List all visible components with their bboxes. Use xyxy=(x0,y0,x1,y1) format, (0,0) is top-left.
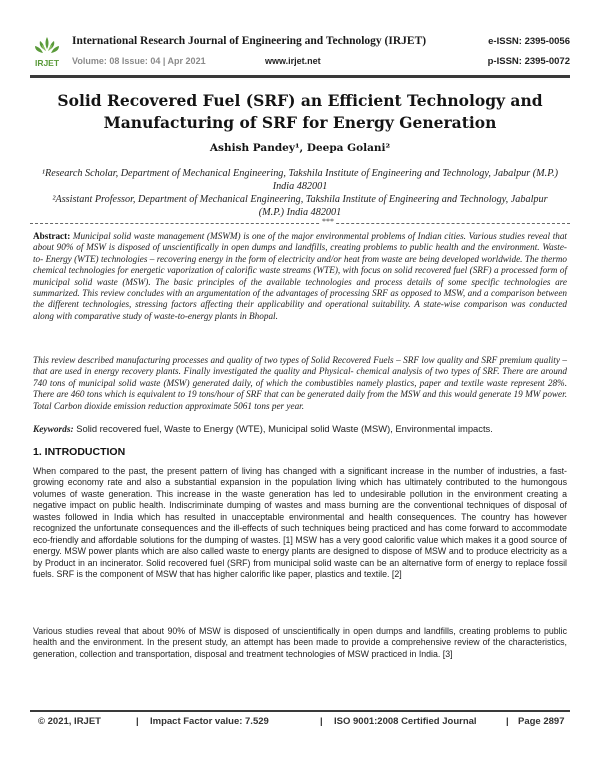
p-issn: p-ISSN: 2395-0072 xyxy=(487,56,570,67)
irjet-logo-icon xyxy=(30,33,64,71)
footer-impact-factor: Impact Factor value: 7.529 xyxy=(150,716,269,727)
author-affiliation-2: ²Assistant Professor, Department of Mechanical Engineering, Takshila Institute of Engineering and Technology, Jabalpur (M.P.) India 482001 xyxy=(52,194,548,218)
keywords-text: Solid recovered fuel, Waste to Energy (WTE), Municipal solid Waste (MSW), Environmental impacts. xyxy=(73,423,493,434)
separator-stars: *** xyxy=(322,217,334,226)
footer-divider-2: | xyxy=(320,716,323,727)
journal-header xyxy=(30,33,570,73)
footer-iso-certification: ISO 9001:2008 Certified Journal xyxy=(334,716,477,727)
e-issn: e-ISSN: 2395-0056 xyxy=(488,36,570,47)
logo-text: IRJET xyxy=(34,58,60,68)
footer-divider-1: | xyxy=(136,716,139,727)
author-affiliation-1: ¹Research Scholar, Department of Mechanical Engineering, Takshila Institute of Engineering and Technology, Jabalpur (M.P.) India 482001 xyxy=(41,168,559,192)
paper-title: Solid Recovered Fuel (SRF) an Efficient Technology and Manufacturing of SRF for Energy Generation xyxy=(57,91,543,132)
journal-website-link[interactable]: www.irjet.net xyxy=(265,56,321,66)
section-heading-introduction: 1. INTRODUCTION xyxy=(33,446,126,458)
abstract-text-1: Municipal solid waste management (MSWM) is one of the major environmental problems of Indian cities. Various studies reveal that about 90% of MSW is disposed of unscientifically in open dumps and landfills, creating problems to public health and the environment. Waste-to- Energy (WTE) technologies – recovering energy in the form of electricity and/or heat from waste are being developed worldwide. The thermo chemical technologies for energetic vaporization of calorific waste streams (WTE), with focus on solid recovered fuel (SRF) a processed form of municipal solid waste (MSW). The basic principles of the available technologies and process details of some specific technologies are summarized. This review concludes with an argumentation of the advantages of processing SRF as opposed to MSW, and a comparison between the different technologies, stressing factors affecting their applicability and operational suitability. A state-wise comparison was conducted along with comparative study of waste-to-energy plants in Bhopal. xyxy=(33,231,567,321)
keywords-label: Keywords: xyxy=(33,425,74,435)
abstract-paragraph-1 xyxy=(33,231,567,322)
introduction-paragraph-2: Various studies reveal that about 90% of MSW is disposed of unscientifically in open dumps and landfills, creating problems to public health and the environment. In the present study, an attempt has been made to provide a comprehensive review of the characteristics, generation, collection and transportation, disposal and treatment technologies of MSW practiced in India. [3] xyxy=(33,626,567,659)
footer-copyright: © 2021, IRJET xyxy=(38,716,101,727)
paper-authors: Ashish Pandey¹, Deepa Golani² xyxy=(209,142,391,154)
journal-name: International Research Journal of Engineering and Technology (IRJET) xyxy=(72,35,427,47)
footer-divider-3: | xyxy=(506,716,509,727)
footer-divider xyxy=(30,710,570,712)
page-footer xyxy=(30,716,570,734)
separator-line xyxy=(30,223,570,224)
section-separator xyxy=(30,219,570,229)
volume-issue: Volume: 08 Issue: 04 | Apr 2021 xyxy=(72,56,206,66)
introduction-paragraph-1: When compared to the past, the present pattern of living has changed with a significant increase in the number of industries, a fast-growing economy rate and also a substantial expansion in the population living which has ultimately contributed to the humongous volumes of waste generation. This increase in the waste generation has led to undesirable pollution in the environment creating a negative impact on public health. Indiscriminate dumping of wastes and mass burning are the conventional techniques of disposal of wastes followed in India which has resulted in unacceptable environmental and health consequences. The country has however recognized the unfortunate consequences and the ill-effects of such techniques being practiced and has come forward to accommodate eco-friendly and affordable solutions for the dumping of wastes. [1] MSW has a very good calorific value which makes it a good source of energy. MSW power plants which are also called waste to energy plants are designed to dispose of MSW and to produce electricity as a by Product in an incinerator. Solid recovered fuel (SRF) from municipal solid waste can be an alternative form of energy to replace fossil fuels. SRF is the component of MSW that has higher calorific like paper, plastics and textile. [2] xyxy=(33,466,567,580)
keywords xyxy=(33,423,567,436)
header-divider xyxy=(30,75,570,78)
abstract-label: Abstract: xyxy=(33,231,71,241)
abstract-paragraph-2: This review described manufacturing processes and quality of two types of Solid Recovered Fuels – SRF low quality and SRF premium quality – that are used in energy recovery plants. Finally investigated the quality and Physical- chemical analysis of two types of SRF. There are around 740 tons of municipal solid waste (MSW) generated daily, of which the combustibles namely plastics, paper and textile waste represent 28%. There are 460 tons which is equivalent to 19 tons/hour of SRF that can be generated daily from the MSW and this would generate 19 MW power. Total Carbon dioxide emission reduction approximate 5061 tons per year. xyxy=(33,355,567,411)
footer-page-number: Page 2897 xyxy=(518,716,565,727)
